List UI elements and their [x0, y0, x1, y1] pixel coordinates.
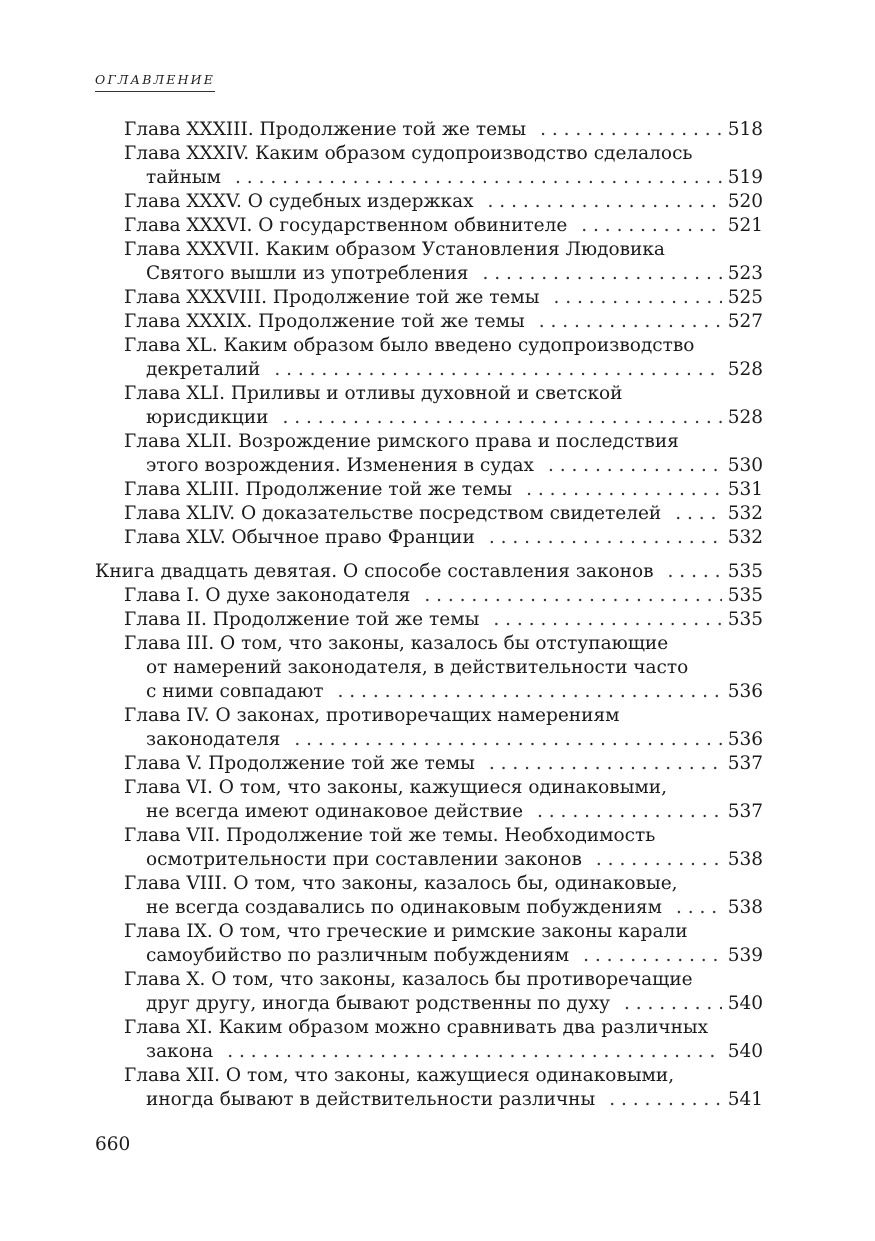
- dot-leader: [675, 502, 721, 526]
- toc-entry-title-line: Глава XLI. Приливы и отливы духовной и светской: [124, 383, 623, 404]
- toc-chapter-entry[interactable]: [95, 1064, 763, 1112]
- page-number: 660: [95, 1134, 131, 1155]
- toc-entry-title-line: друг другу, иногда бывают родственны по духу: [146, 993, 611, 1014]
- dot-leader: [227, 1040, 722, 1064]
- toc-entry-title-line: декреталий: [146, 359, 261, 380]
- dot-leader: [540, 118, 722, 142]
- toc-page-number: 520: [727, 191, 763, 212]
- toc-entry-title-line: Глава X. О том, что законы, казалось бы противоречащие: [124, 969, 693, 990]
- toc-page-number: 537: [727, 801, 763, 822]
- toc-page-number: 528: [727, 407, 763, 428]
- dot-leader: [424, 584, 721, 608]
- dot-leader: [489, 752, 722, 776]
- toc-entry-title-line: Глава XXXV. О судебных издержках: [124, 191, 474, 212]
- toc-page-number: 535: [727, 561, 763, 582]
- dot-leader: [596, 848, 722, 872]
- toc-entry-title-line: тайным: [146, 167, 222, 188]
- toc-chapter-entry[interactable]: [95, 752, 763, 776]
- toc-page-number: 532: [727, 503, 763, 524]
- toc-entry-title-line: Глава XLIV. О доказательстве посредством свидетелей: [124, 503, 662, 524]
- toc-chapter-entry[interactable]: [95, 968, 763, 1016]
- toc-page-number: 540: [727, 993, 763, 1014]
- toc-entry-title-line: Глава XLII. Возрождение римского права и последствия: [124, 431, 679, 452]
- toc-chapter-entry[interactable]: [95, 608, 763, 632]
- toc-page-number: 539: [727, 945, 763, 966]
- toc-page-number: 527: [727, 311, 763, 332]
- toc-entry-title-line: с ними совпадают: [146, 681, 324, 702]
- toc-entry-title-line: Глава I. О духе законодателя: [124, 585, 411, 606]
- toc-entry-title-line: Святого вышли из употребления: [146, 263, 469, 284]
- toc-entry-title-line: Глава XXXIX. Продолжение той же темы: [124, 311, 525, 332]
- toc-chapter-entry[interactable]: [95, 1016, 763, 1064]
- toc-entry-title-line: Глава VII. Продолжение той же темы. Необходимость: [124, 825, 656, 846]
- toc-entry-title-line: законодателя: [146, 729, 281, 750]
- toc-chapter-entry[interactable]: [95, 824, 763, 872]
- toc-page-number: 518: [727, 119, 763, 140]
- toc-page-number: 519: [727, 167, 763, 188]
- toc-chapter-entry[interactable]: [95, 526, 763, 550]
- dot-leader: [282, 406, 721, 430]
- dot-leader: [526, 478, 722, 502]
- toc-entry-title-line: не всегда имеют одинаковое действие: [146, 801, 524, 822]
- dot-leader: [489, 526, 722, 550]
- dot-leader: [537, 800, 722, 824]
- toc-entry-title-line: Глава V. Продолжение той же темы: [124, 753, 475, 774]
- dot-leader: [294, 728, 721, 752]
- toc-chapter-entry[interactable]: [95, 632, 763, 704]
- toc-chapter-entry[interactable]: [95, 776, 763, 824]
- toc-entry-title-line: Глава XI. Каким образом можно сравнивать два различных: [124, 1017, 709, 1038]
- toc-entry-title-line: Глава XLIII. Продолжение той же темы: [124, 479, 513, 500]
- toc-entry-title-line: Глава IV. О законах, противоречащих намерениям: [124, 705, 620, 726]
- dot-leader: [668, 560, 722, 584]
- dot-leader: [609, 1088, 721, 1112]
- toc-entry-title-line: иногда бывают в действительности различны: [146, 1089, 596, 1110]
- toc-page-number: 536: [727, 729, 763, 750]
- dot-leader: [539, 310, 722, 334]
- toc-entry-title-line: Глава III. О том, что законы, казалось бы отступающие: [124, 633, 669, 654]
- toc-book-entry[interactable]: [95, 560, 763, 584]
- toc-page-number: 523: [727, 263, 763, 284]
- toc-entry-title-line: Глава XII. О том, что законы, кажущиеся одинаковыми,: [124, 1065, 675, 1086]
- toc-chapter-entry[interactable]: [95, 872, 763, 920]
- dot-leader: [493, 608, 721, 632]
- toc-chapter-entry[interactable]: [95, 334, 763, 382]
- toc-entry-title-line: Глава XLV. Обычное право Франции: [124, 527, 475, 548]
- toc-chapter-entry[interactable]: [95, 704, 763, 752]
- toc-entry-title-line: самоубийство по различным побуждениям: [146, 945, 570, 966]
- toc-entry-title-line: Глава VIII. О том, что законы, казалось бы, одинаковые,: [124, 873, 678, 894]
- dot-leader: [338, 680, 722, 704]
- toc-chapter-entry[interactable]: [95, 238, 763, 286]
- toc-page-number: 528: [727, 359, 763, 380]
- toc-page-number: 530: [727, 455, 763, 476]
- running-head: ОГЛАВЛЕНИЕ: [95, 72, 215, 92]
- toc-entry-title-line: Глава IX. О том, что греческие и римские законы карали: [124, 921, 688, 942]
- dot-leader: [274, 358, 721, 382]
- table-of-contents: [95, 118, 763, 1112]
- toc-chapter-entry[interactable]: [95, 502, 763, 526]
- toc-page-number: 538: [727, 897, 763, 918]
- toc-chapter-entry[interactable]: [95, 214, 763, 238]
- toc-page-number: 531: [727, 479, 763, 500]
- toc-page-number: 540: [727, 1041, 763, 1062]
- dot-leader: [482, 262, 721, 286]
- toc-entry-title-line: осмотрительности при составлении законов: [146, 849, 582, 870]
- toc-page-number: 532: [727, 527, 763, 548]
- toc-entry-title-line: Глава XXXVII. Каким образом Установления Людовика: [124, 239, 665, 260]
- dot-leader: [548, 454, 722, 478]
- toc-entry-title-line: от намерений законодателя, в действительности часто: [146, 657, 689, 678]
- toc-chapter-entry[interactable]: [95, 584, 763, 608]
- toc-chapter-entry[interactable]: [95, 310, 763, 334]
- toc-page-number: 538: [727, 849, 763, 870]
- toc-chapter-entry[interactable]: [95, 478, 763, 502]
- toc-page-number: 541: [727, 1089, 763, 1110]
- toc-entry-title-line: Глава VI. О том, что законы, кажущиеся одинаковыми,: [124, 777, 668, 798]
- toc-entry-title-line: закона: [146, 1041, 214, 1062]
- dot-leader: [235, 166, 722, 190]
- toc-entry-title-line: не всегда создавались по одинаковым побуждениям: [146, 897, 662, 918]
- toc-page-number: 521: [727, 215, 763, 236]
- toc-entry-title-line: Глава XXXVIII. Продолжение той же темы: [124, 287, 540, 308]
- toc-chapter-entry[interactable]: [95, 430, 763, 478]
- dot-leader: [554, 286, 722, 310]
- toc-chapter-entry[interactable]: [95, 142, 763, 190]
- dot-leader: [624, 992, 722, 1016]
- toc-entry-title-line: этого возрождения. Изменения в судах: [146, 455, 534, 476]
- toc-chapter-entry[interactable]: [95, 118, 763, 142]
- toc-page-number: 536: [727, 681, 763, 702]
- toc-chapter-entry[interactable]: [95, 190, 763, 214]
- toc-page-number: 525: [727, 287, 763, 308]
- toc-page-number: 537: [727, 753, 763, 774]
- toc-entry-title-line: Глава XXXVI. О государственном обвинителе: [124, 215, 568, 236]
- toc-chapter-entry[interactable]: [95, 286, 763, 310]
- toc-entry-title-line: Глава II. Продолжение той же темы: [124, 609, 480, 630]
- toc-entry-title-line: юрисдикции: [146, 407, 269, 428]
- toc-entry-title-line: Книга двадцать девятая. О способе составления законов: [95, 561, 654, 582]
- toc-chapter-entry[interactable]: [95, 920, 763, 968]
- dot-leader: [581, 214, 721, 238]
- toc-entry-title-line: Глава XL. Каким образом было введено судопроизводство: [124, 335, 695, 356]
- toc-page-number: 535: [727, 585, 763, 606]
- dot-leader: [676, 896, 722, 920]
- toc-entry-title-line: Глава XXXIII. Продолжение той же темы: [124, 119, 527, 140]
- toc-entry-title-line: Глава XXXIV. Каким образом судопроизводство сделалось: [124, 143, 693, 164]
- toc-page-number: 535: [727, 609, 763, 630]
- dot-leader: [488, 190, 722, 214]
- dot-leader: [583, 944, 722, 968]
- toc-chapter-entry[interactable]: [95, 382, 763, 430]
